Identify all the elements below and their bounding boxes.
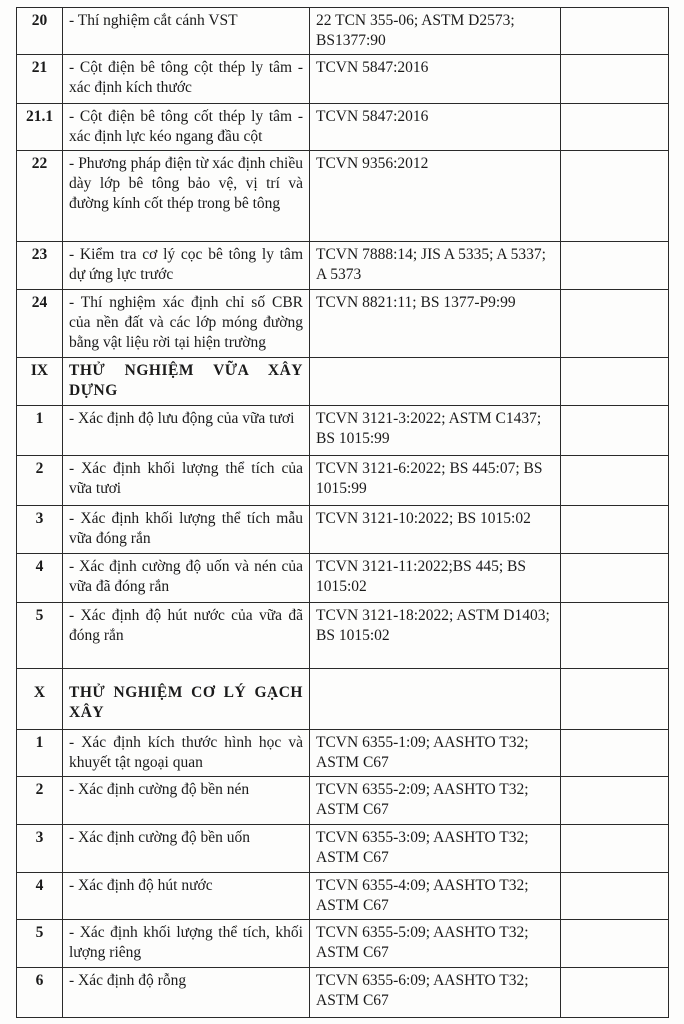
row-number: 2 [17,456,63,506]
note-cell [561,55,669,104]
test-name: - Thí nghiệm cắt cánh VST [63,8,310,55]
section-number: IX [17,358,63,406]
section-row [17,358,669,406]
test-standard: TCVN 9356:2012 [310,151,561,242]
note-cell [561,151,669,242]
table-row [17,506,669,554]
test-standard: TCVN 6355-1:09; AASHTO T32; ASTM C67 [310,730,561,777]
test-standard: TCVN 3121-18:2022; ASTM D1403; BS 1015:02 [310,603,561,669]
test-name: - Kiểm tra cơ lý cọc bê tông ly tâm dự ứng lực trước [63,242,310,290]
test-name: - Xác định khối lượng thể tích, khối lượng riêng [63,920,310,968]
note-cell [561,873,669,920]
section-number: X [17,669,63,730]
test-standard: TCVN 7888:14; JIS A 5335; A 5337; A 5373 [310,242,561,290]
row-number: 21.1 [17,104,63,151]
table-row [17,825,669,873]
test-standard: TCVN 3121-10:2022; BS 1015:02 [310,506,561,554]
note-cell [561,242,669,290]
note-cell [561,456,669,506]
note-cell [561,920,669,968]
test-standard [310,669,561,730]
test-standard: TCVN 6355-6:09; AASHTO T32; ASTM C67 [310,968,561,1018]
test-standards-table [16,7,669,1018]
row-number: 5 [17,603,63,669]
test-standard: TCVN 6355-4:09; AASHTO T32; ASTM C67 [310,873,561,920]
test-name: - Xác định khối lượng thể tích mẫu vữa đóng rắn [63,506,310,554]
note-cell [561,554,669,603]
test-standard: TCVN 8821:11; BS 1377-P9:99 [310,290,561,358]
note-cell [561,406,669,456]
row-number: 5 [17,920,63,968]
row-number: 22 [17,151,63,242]
table-row [17,730,669,777]
test-standard: TCVN 5847:2016 [310,55,561,104]
test-name: - Xác định độ rỗng [63,968,310,1018]
test-standard: 22 TCN 355-06; ASTM D2573; BS1377:90 [310,8,561,55]
test-name: - Xác định cường độ bền uốn [63,825,310,873]
test-name: - Xác định cường độ bền nén [63,777,310,825]
row-number: 1 [17,730,63,777]
table-row [17,151,669,242]
test-standard: TCVN 3121-6:2022; BS 445:07; BS 1015:99 [310,456,561,506]
note-cell [561,825,669,873]
table-row [17,920,669,968]
test-standard [310,358,561,406]
note-cell [561,603,669,669]
row-number: 2 [17,777,63,825]
test-standard: TCVN 6355-2:09; AASHTO T32; ASTM C67 [310,777,561,825]
note-cell [561,358,669,406]
test-name: - Xác định cường độ uốn và nén của vữa đã đóng rắn [63,554,310,603]
row-number: 24 [17,290,63,358]
table-row [17,968,669,1018]
row-number: 1 [17,406,63,456]
table-row [17,290,669,358]
test-name: - Phương pháp điện từ xác định chiều dày lớp bê tông bảo vệ, vị trí và đường kính cốt thép trong bê tông [63,151,310,242]
test-standard: TCVN 5847:2016 [310,104,561,151]
section-title: THỬ NGHIỆM VỮA XÂY DỰNG [63,358,310,406]
test-standard: TCVN 3121-3:2022; ASTM C1437; BS 1015:99 [310,406,561,456]
table-row [17,777,669,825]
test-name: - Thí nghiệm xác định chỉ số CBR của nền đất và các lớp móng đường bằng vật liệu rời tại hiện trường [63,290,310,358]
note-cell [561,8,669,55]
row-number: 4 [17,873,63,920]
test-name: - Cột điện bê tông cột thép ly tâm - xác định kích thước [63,55,310,104]
test-name: - Xác định khối lượng thể tích của vữa tươi [63,456,310,506]
table-row [17,104,669,151]
test-name: - Xác định kích thước hình học và khuyết tật ngoại quan [63,730,310,777]
table-row [17,554,669,603]
note-cell [561,669,669,730]
row-number: 21 [17,55,63,104]
section-title: THỬ NGHIỆM CƠ LÝ GẠCH XÂY [63,669,310,730]
section-row [17,669,669,730]
note-cell [561,777,669,825]
test-name: - Cột điện bê tông cốt thép ly tâm - xác định lực kéo ngang đầu cột [63,104,310,151]
table-row [17,603,669,669]
row-number: 6 [17,968,63,1018]
row-number: 23 [17,242,63,290]
table-row [17,242,669,290]
note-cell [561,290,669,358]
row-number: 20 [17,8,63,55]
table-row [17,873,669,920]
test-standard: TCVN 3121-11:2022;BS 445; BS 1015:02 [310,554,561,603]
note-cell [561,104,669,151]
row-number: 3 [17,506,63,554]
row-number: 4 [17,554,63,603]
table-row [17,406,669,456]
table-body [17,8,669,1018]
test-name: - Xác định độ hút nước của vữa đã đóng rắn [63,603,310,669]
test-name: - Xác định độ lưu động của vữa tươi [63,406,310,456]
test-name: - Xác định độ hút nước [63,873,310,920]
note-cell [561,730,669,777]
test-standard: TCVN 6355-3:09; AASHTO T32; ASTM C67 [310,825,561,873]
table-row [17,8,669,55]
note-cell [561,968,669,1018]
table-row [17,456,669,506]
table-row [17,55,669,104]
note-cell [561,506,669,554]
row-number: 3 [17,825,63,873]
test-standard: TCVN 6355-5:09; AASHTO T32; ASTM C67 [310,920,561,968]
